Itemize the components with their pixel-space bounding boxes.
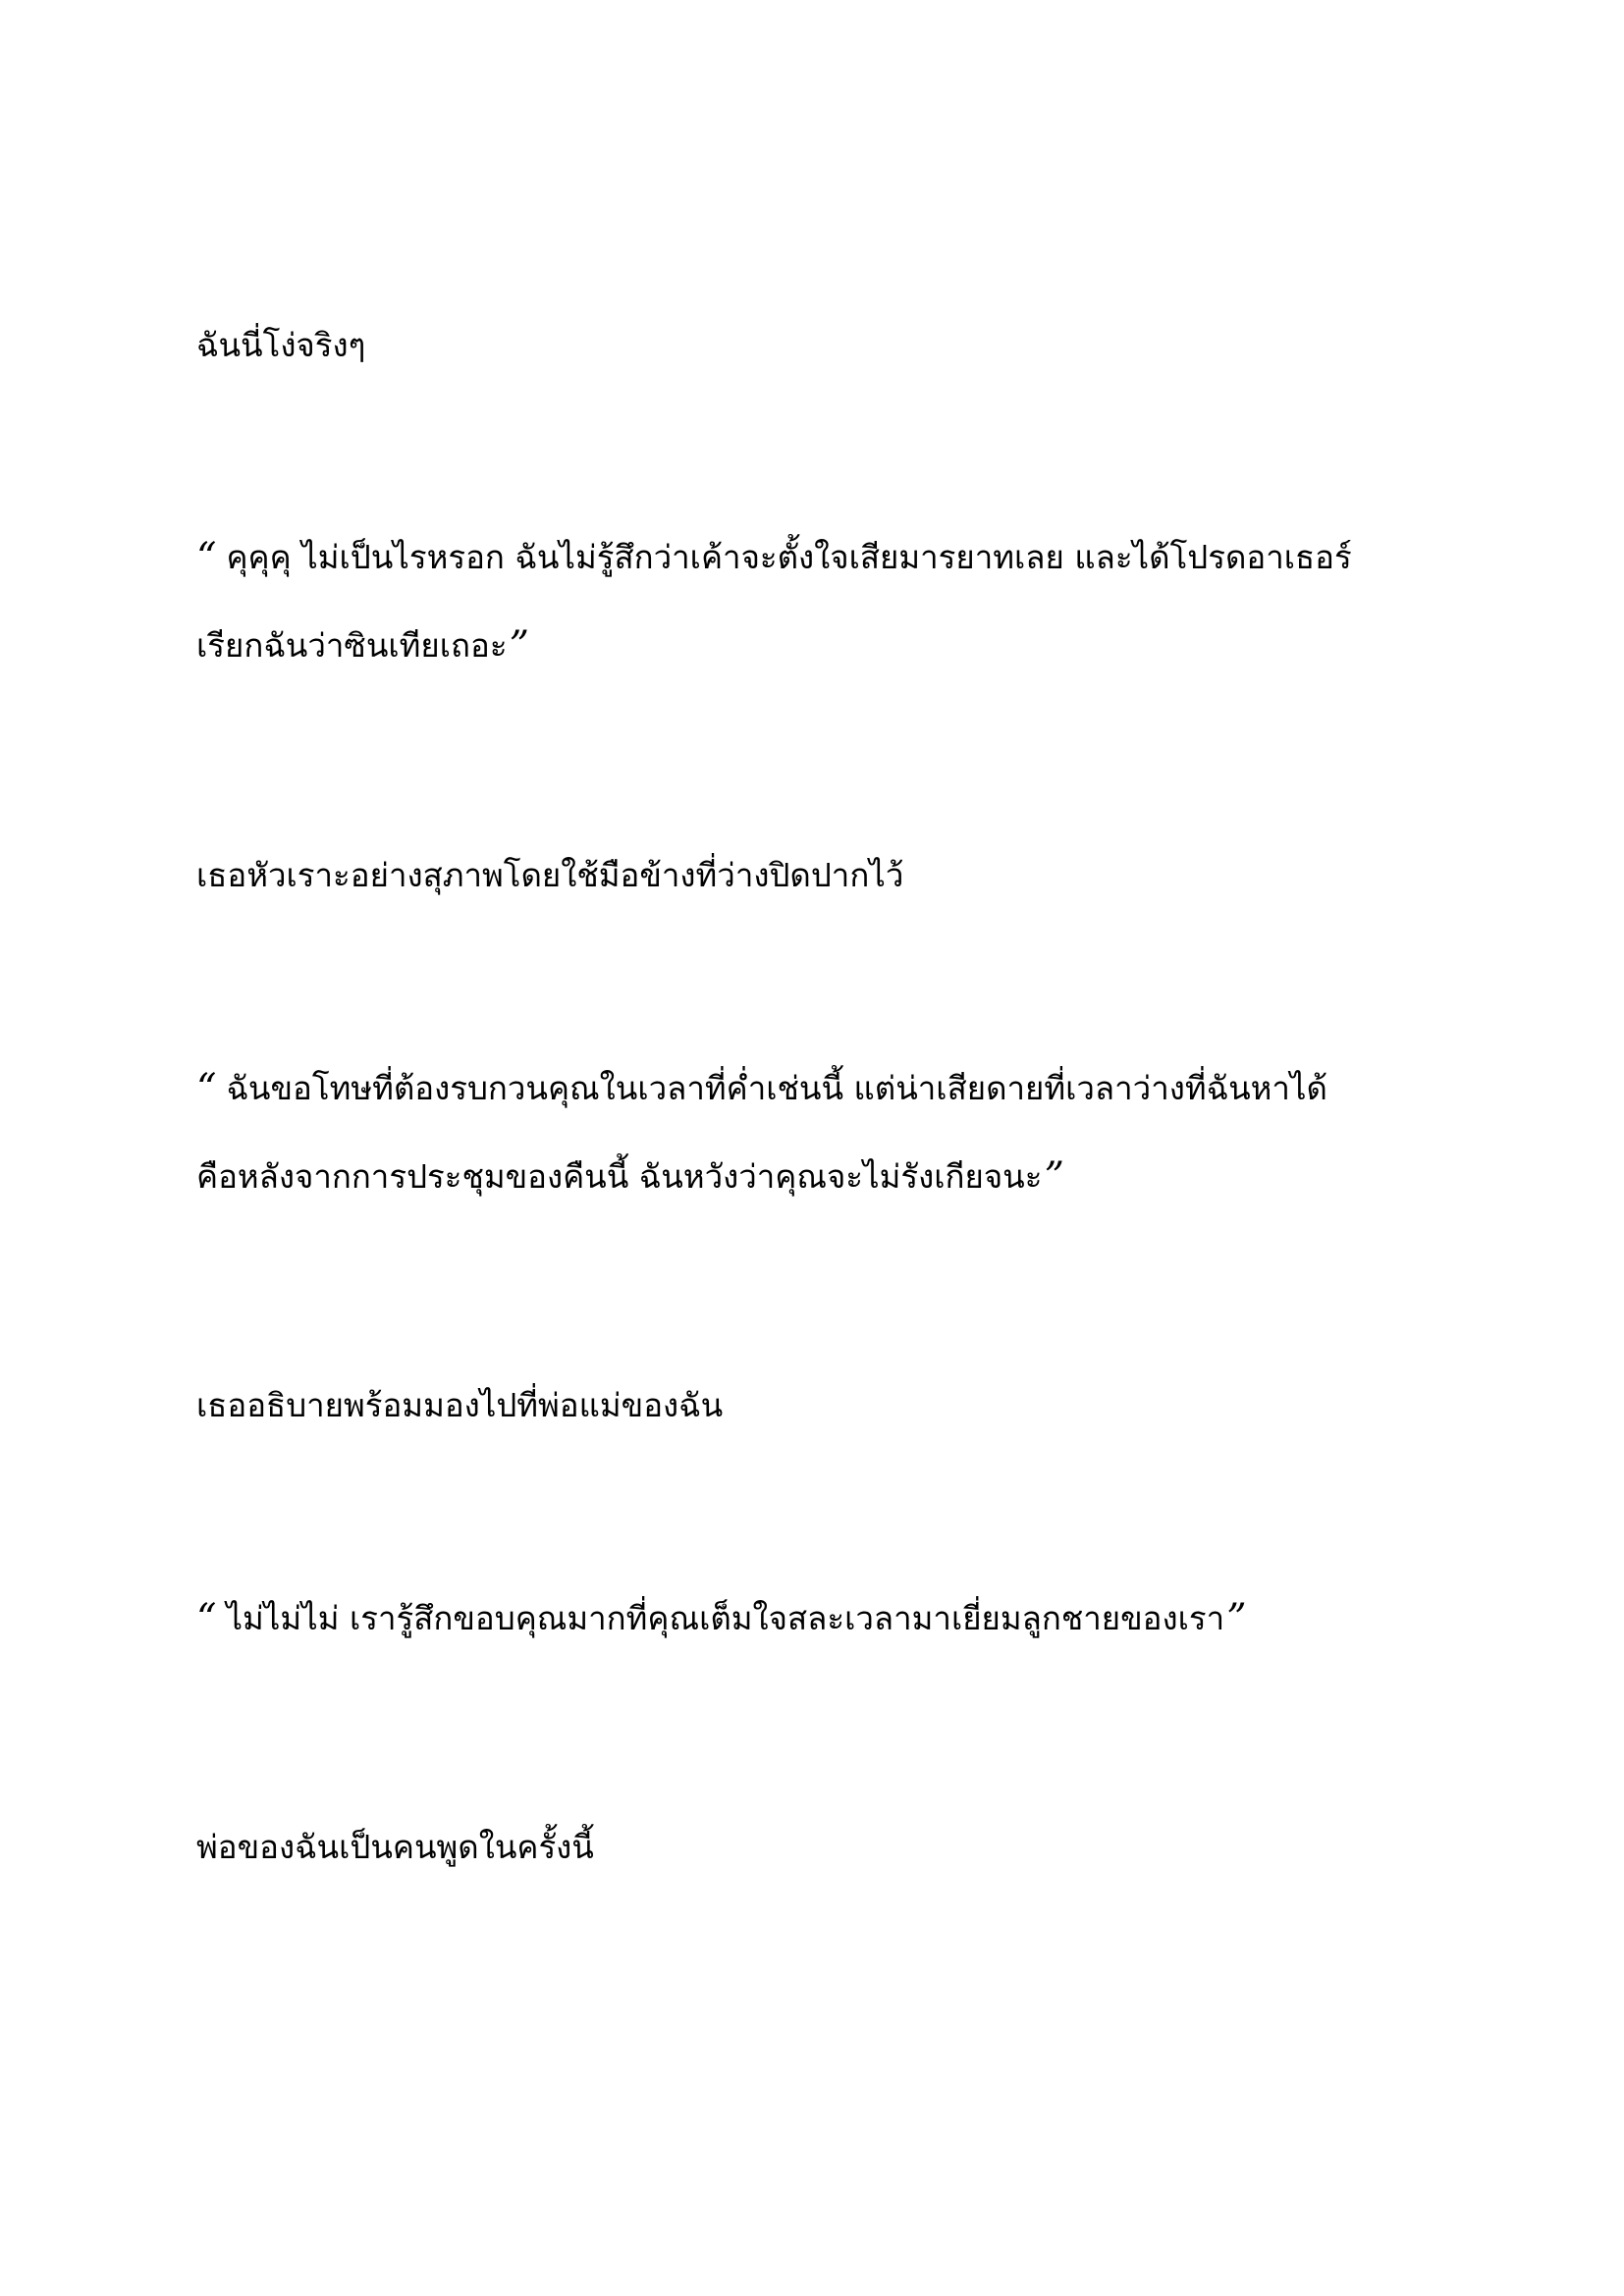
narration-text: เธอหัวเราะอย่างสุภาพโดยใช้มือข้างที่ว่างปิดปากไว้ bbox=[196, 856, 904, 894]
open-quote-mark: “ bbox=[196, 1596, 217, 1641]
close-quote-mark: ” bbox=[509, 623, 529, 668]
close-quote-mark: ” bbox=[1226, 1596, 1247, 1641]
open-quote-mark: “ bbox=[196, 535, 217, 580]
dialogue-paragraph-line-2 bbox=[196, 1155, 1064, 1199]
narration-paragraph bbox=[196, 324, 365, 367]
dialogue-text: คือหลังจากการประชุมของคืนนี้ ฉันหวังว่าคุณจะไม่รังเกียจนะ bbox=[196, 1157, 1043, 1196]
dialogue-paragraph-line-1 bbox=[196, 536, 1352, 579]
narration-paragraph bbox=[196, 1384, 723, 1427]
narration-paragraph bbox=[196, 1826, 594, 1869]
dialogue-paragraph-line-2 bbox=[196, 624, 529, 667]
dialogue-text: ไม่ไม่ไม่ เรารู้สึกขอบคุณมากที่คุณเต็มใจสละเวลามาเยี่ยมลูกชายของเรา bbox=[226, 1599, 1225, 1637]
close-quote-mark: ” bbox=[1044, 1154, 1064, 1200]
narration-paragraph bbox=[196, 854, 903, 897]
narration-text: เธออธิบายพร้อมมองไปที่พ่อแม่ของฉัน bbox=[196, 1386, 724, 1424]
dialogue-text: เรียกฉันว่าซินเทียเถอะ bbox=[196, 626, 508, 665]
dialogue-paragraph-line-1 bbox=[196, 1067, 1327, 1110]
dialogue-text: ฉันขอโทษที่ต้องรบกวนคุณในเวลาที่ค่ำเช่นนี้ แต่น่าเสียดายที่เวลาว่างที่ฉันหาได้ bbox=[226, 1069, 1327, 1107]
open-quote-mark: “ bbox=[196, 1066, 217, 1111]
dialogue-text: คุคุคุ ไม่เป็นไรหรอก ฉันไม่รู้สึกว่าเค้าจะตั้งใจเสียมารยาทเลย และได้โปรดอาเธอร์ bbox=[226, 538, 1352, 576]
narration-text: ฉันนี่โง่จริงๆ bbox=[196, 326, 366, 364]
dialogue-paragraph-line-1 bbox=[196, 1597, 1247, 1640]
narration-text: พ่อของฉันเป็นคนพูดในครั้งนี้ bbox=[196, 1828, 594, 1866]
